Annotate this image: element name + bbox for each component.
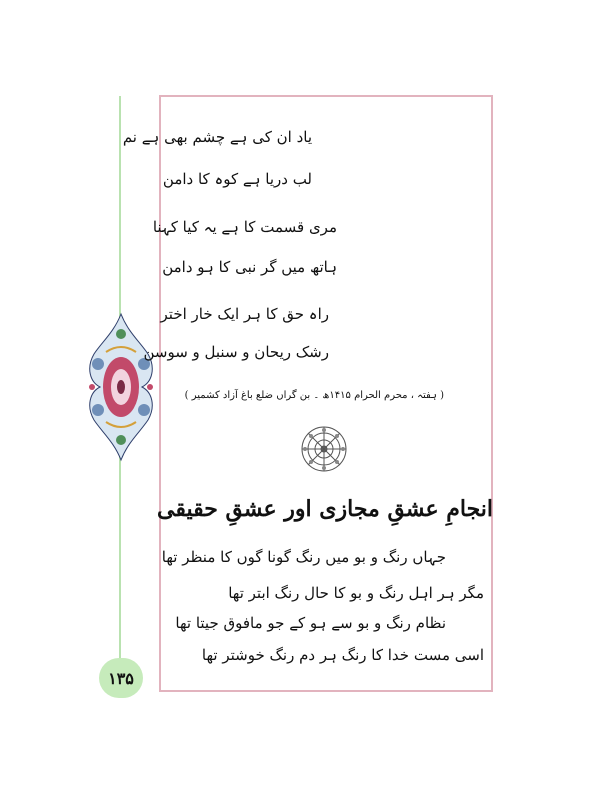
rosette-medallion-icon <box>300 425 348 473</box>
poem-date: ( ہفتہ ، محرم الحرام ۱۴۱۵ھ ۔ بن گراں ضلع باغ آزاد کشمیر ) <box>184 390 444 401</box>
verse-line: ہاتھ میں گر نبی کا ہو دامن <box>162 258 337 276</box>
verse-line: نظام رنگ و بو سے ہو کے جو مافوق جیتا تھا <box>175 614 446 632</box>
verse-line: راہ حق کا ہر ایک خار اختر <box>160 305 329 323</box>
verse-line: رشک ریحان و سنبل و سوسن <box>143 343 329 361</box>
floral-ornament-icon <box>84 312 158 462</box>
verse-line: جہاں رنگ و بو میں رنگ گونا گوں کا منظر تھا <box>161 548 446 566</box>
poem-title: انجامِ عشقِ مجازی اور عشقِ حقیقی <box>157 496 493 522</box>
verse-line: مری قسمت کا ہے یہ کیا کہنا <box>152 218 337 236</box>
verse-line: لب دریا ہے کوہ کا دامن <box>162 170 312 188</box>
verse-line: اسی مست خدا کا رنگ ہر دم رنگ خوشتر تھا <box>201 646 484 664</box>
verse-line: یاد ان کی ہے چشم بھی ہے نم <box>122 128 312 146</box>
page-number-badge <box>99 658 143 698</box>
verse-line: مگر ہر اہل رنگ و بو کا حال رنگ ابتر تھا <box>228 584 484 602</box>
page-number: ۱۳۵ <box>108 668 134 688</box>
